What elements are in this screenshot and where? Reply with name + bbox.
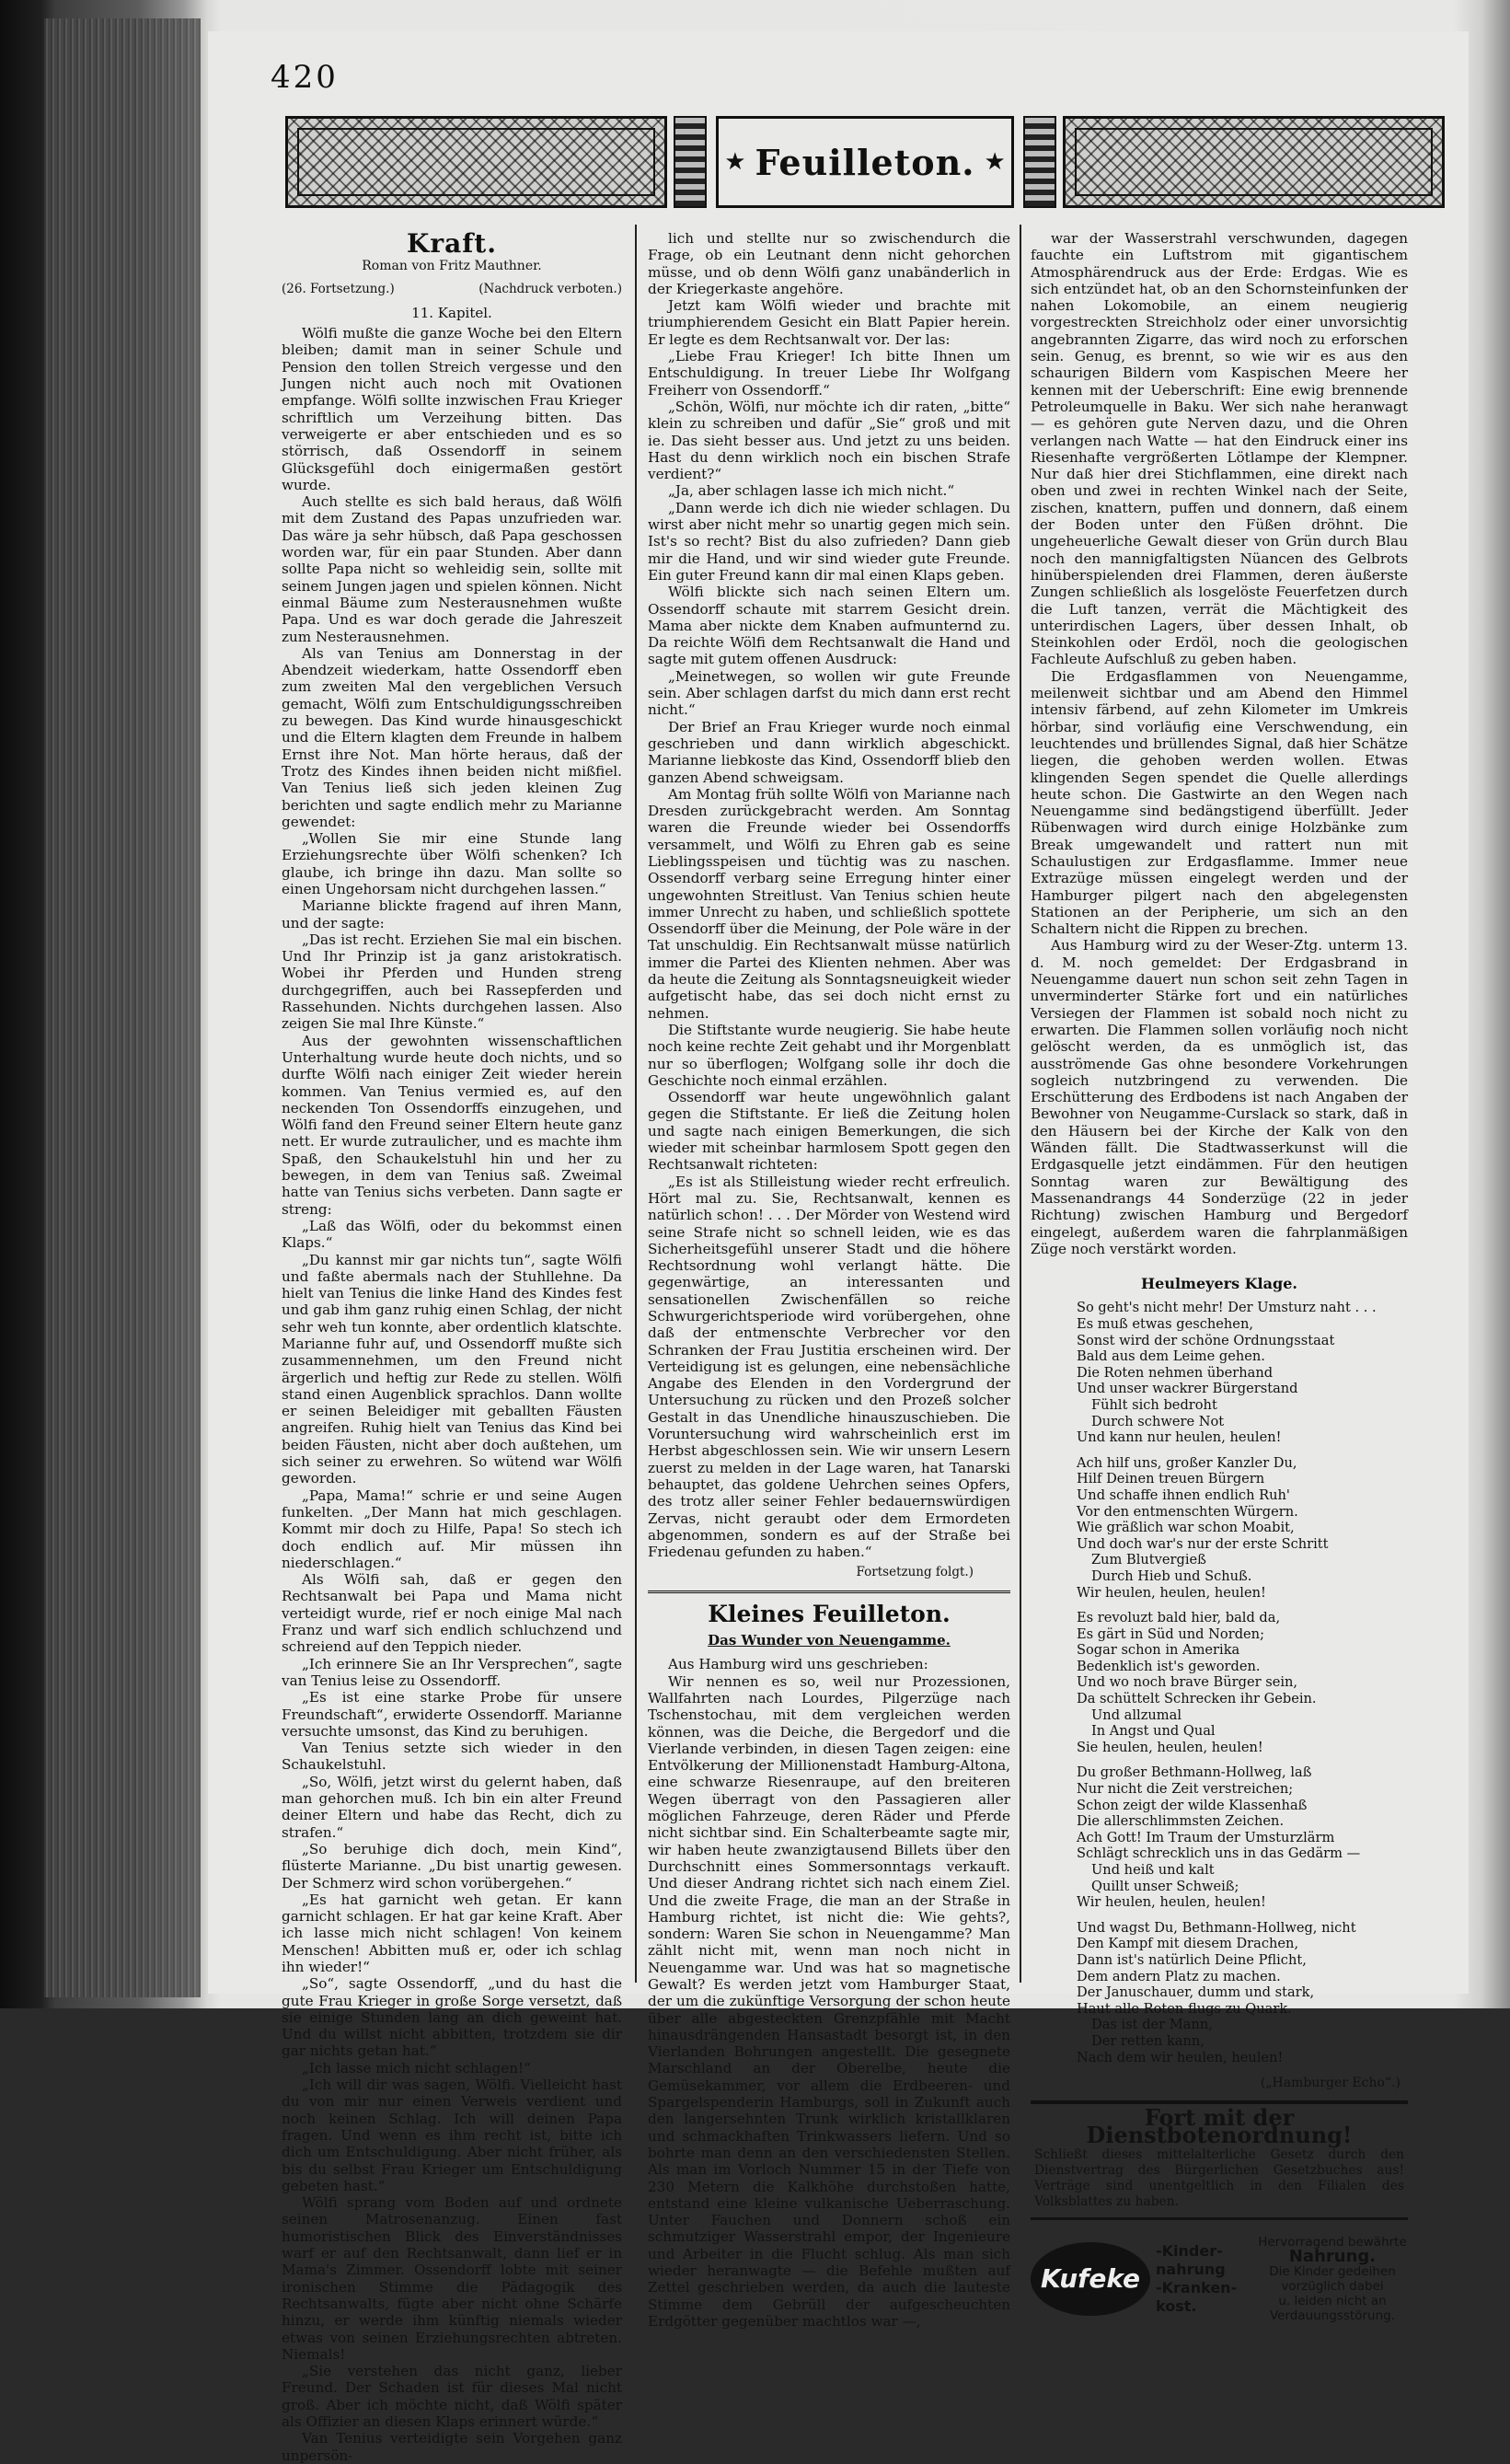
paragraph: Als van Tenius am Donnerstag in der Abendzeit wiederkam, hatte Ossendorff eben zum zweiten Mal den vergeblichen Versuch gemacht, Wölfi zum Entschuldigungsschreiben zu bewegen. Das Kind wurde hinausgeschickt und die Eltern klagten dem Freunde in halbem Ernst ihre Not. Man hörte heraus, daß der Trotz des Kindes ihnen beiden nicht mißfiel. Van Tenius ließ sich jeden kleinen Zug berichten und sagte endlich mehr zu Marianne gewendet: [282,644,622,830]
poem-stanza [1077,1300,1408,1445]
paragraph: Der Brief an Frau Krieger wurde noch einmal geschrieben und dann wirklich abgeschickt. Marianne liebkoste das Kind, Ossendorff blieb den ganzen Abend schweigsam. [648,718,1010,786]
poem-line: Sogar schon in Amerika [1077,1642,1240,1659]
paragraph: „Ich will dir was sagen, Wölfi. Vielleicht hast du von mir nur einen Verweis verdient und noch keinen Schlag. Ich will deinen Papa fragen. Und wenn es ihm recht ist, bitte ich dich um Entschuldigung. Aber nicht früher, als bis du selbst Frau Krieger um Entschuldigung gebeten hast.“ [282,2076,622,2194]
story-meta [282,281,622,297]
article-intro: Aus Hamburg wird uns geschrieben: [668,1656,928,1673]
paragraph: lich und stellte nur so zwischendurch die Frage, ob ein Leutnant denn nicht gehorchen müsse, und ob denn Wölfi ganz unabänderlich in der Kriegerkaste angehöre. [648,230,1010,297]
poem-line: Und heiß und kalt [1091,1862,1215,1878]
section-title: Feuilleton. [755,141,975,183]
ad-line: -Kinder- [1156,2242,1223,2261]
paragraph: „Meinetwegen, so wollen wir gute Freunde sein. Aber schlagen darfst du mich dann erst recht nicht.“ [648,667,1010,719]
paragraph: „Es ist als Stilleistung wieder recht erfreulich. Hört mal zu. Sie, Rechtsanwalt, kennen es natürlich schon! . . . Der Mörder von Westend wird seine Strafe nicht so schnell leiden, wie es das Sicherheitsgefühl unserer Stadt und die höhere Rechtsordnung wohl verlangt hätte. Die gegenwärtige, an interessanten und sensationellen Zwischenfällen so reiche Schwurgerichtsperiode wird vorübergehen, ohne daß der entmenschte Verbrecher vor den Schranken der Frau Justitia erscheinen wird. Der Verteidigung ist es gelungen, eine nebensächliche Angabe des Elenden in den Vordergrund der Untersuchung zu rücken und den Prozeß solcher Gestalt in das Unendliche hinauszuschieben. Die Voruntersuchung wird wahrscheinlich erst im Herbst abgeschlossen sein. Wie wir unsern Lesern zuerst zu melden in der Lage waren, hat Tanarski behauptet, das goldene Uehrchen seines Opfers, des trotz aller seiner Fehler bedauernswürdigen Zervas, nicht geraubt oder dem Ermordeten abgenommen, sondern es auf der Straße bei Friedenau gefunden zu haben.“ [648,1173,1010,1561]
paragraph: „Es ist eine starke Probe für unsere Freundschaft“, erwiderte Ossendorff. Marianne versuchte umsonst, das Kind zu beruhigen. [282,1689,622,1740]
poem-line: Es muß etwas geschehen, [1077,1316,1253,1332]
poem-line: Zum Blutvergieß [1091,1552,1206,1568]
paragraph: „Es hat garnicht weh getan. Er kann garnicht schlagen. Er hat gar keine Kraft. Aber ich lasse mich nicht schlagen! Von keinem Menschen! Abbitten muß er, oder ich schlag ihn wieder!“ [282,1891,622,1975]
poem-line: Quillt unser Schweiß; [1091,1878,1239,1894]
ad-text: Schließt dieses mittelalterliche Gesetz durch den Dienstvertrag des Bürgerlichen Gesetzbuches aus! Verträge sind unentgeltlich in den Filialen des Volksblattes zu haben. [1034,2147,1404,2210]
section-divider [648,1591,1010,1593]
poem-line: Nach dem wir heulen, heulen! [1077,2049,1284,2065]
poem-line: Sonst wird der schöne Ordnungsstaat [1077,1332,1335,1348]
column-3 [1031,230,1408,2324]
ad-claim [1257,2235,1408,2323]
poem-line: Den Kampf mit diesem Drachen, [1077,1936,1299,1952]
paragraph: Wölfi blickte sich nach seinen Eltern um. Ossendorff schaute mit starrem Gesicht drein. Mama aber nickte dem Knaben aufmunternd zu. Da reichte Wölfi dem Rechtsanwalt die Hand und sagte mit gutem offenen Ausdruck: [648,584,1010,668]
poem-line: Du großer Bethmann-Hollweg, laß [1077,1764,1312,1781]
poem-line: Und schaffe ihnen endlich Ruh' [1077,1486,1290,1503]
advertisement-dienstboten [1031,2100,1408,2220]
newspaper-page [208,31,1469,2464]
paragraph: Ossendorff war heute ungewöhnlich galant gegen die Stiftstante. Er ließ die Zeitung holen und sagte nach einigen Bemerkungen, die sich wieder mit scheinbar harmlosem Spott gegen den Rechtsanwalt richteten: [648,1089,1010,1174]
poem-source: („Hamburger Echo“.) [1260,2076,1400,2091]
paragraph: „Du kannst mir gar nichts tun“, sagte Wölfi und faßte abermals nach der Stuhllehne. Da hielt van Tenius die linke Hand des Kindes fest und gab ihm ganz ruhig einen Schlag, der nicht sehr weh tun konnte, aber ordentlich klatschte. Marianne fuhr auf, und Ossendorff mußte sich zusammennehmen, um den Freund nicht ärgerlich und heftig zur Rede zu stellen. Wölfi stand einen Augenblick sprachlos. Dann wollte er seinen Beleidiger mit geballten Fäusten angreifen. Ruhig hielt van Tenius das Kind bei beiden Fäusten, nicht aber doch außtehen, um sich seiner zu erwehren. So wütend war Wölfi geworden. [282,1251,622,1487]
paragraph: „Sie verstehen das nicht ganz, lieber Freund. Der Schaden ist für dieses Mal nicht groß. Aber ich möchte nicht, daß Wölfi später als Offizier an diesen Klaps erinnert würde.“ [282,2363,622,2430]
paragraph: „So“, sagte Ossendorff, „und du hast die gute Frau Krieger in große Sorge versetzt, daß sie einige Stunden lang an dich geweint hat. Und du willst nicht abbitten, trotzdem sie dir gar nichts getan hat.“ [282,1975,622,2060]
ad-claim-line: Hervorragend bewährte [1258,2235,1407,2250]
continuation-note: Fortsetzung folgt.) [856,1565,974,1580]
poem-stanza [1077,1455,1408,1601]
paragraph: „Ja, aber schlagen lasse ich mich nicht.“ [668,482,955,500]
paragraph: Auch stellte es sich bald heraus, daß Wölfi mit dem Zustand des Papas unzufrieden war. Das wäre ja sehr hübsch, daß Papa geschossen worden war, für ein paar Stunden. Aber dann sollte Papa nicht so wehleidig sein, sollte mit seinem Jungen jagen und spielen können. Nicht einmal Bäume zum Nesterausnehmen wußte Papa. Und es war doch gerade die Jahreszeit zum Nesterausnehmen. [282,493,622,645]
poem-line: Und unser wackrer Bürgerstand [1077,1381,1298,1397]
column-2 [648,230,1010,2330]
column-rule [1020,225,1021,1983]
paragraph: Aus der gewohnten wissenschaftlichen Unterhaltung wurde heute doch nichts, und so durfte Wölfi nach einiger Zeit wieder herein kommen. Van Tenius vermied es, auf den neckenden Ton Ossendorffs einzugehen, und Wölfi fand den Freund seiner Eltern heute ganz nett. Er wurde zutraulicher, und es machte ihm Spaß, den Schaukelstuhl hin und her zu bewegen, in dem van Tenius saß. Zweimal hatte van Tenius sichs verbeten. Dann sagte er streng: [282,1032,622,1218]
poem-line: Und doch war's nur der erste Schritt [1077,1535,1329,1552]
article-subtitle: Das Wunder von Neuengamme. [708,1632,951,1649]
paragraph: „Ich erinnere Sie an Ihr Versprechen“, sagte van Tenius leise zu Ossendorff. [282,1655,622,1689]
story-byline: Roman von Fritz Mauthner. [362,259,542,274]
paragraph: Die Stiftstante wurde neugierig. Sie habe heute noch keine rechte Zeit gehabt und ihr Morgenblatt nur so überflogen; Wolfgang solle ihr doch die Geschichte noch einmal erzählen. [648,1021,1010,1089]
ad-claim-line: Die Kinder gedeihen vorzüglich dabei [1269,2264,1396,2295]
paragraph: „So, Wölfi, jetzt wirst du gelernt haben, daß man gehorchen muß. Ich bin ein alter Freund deiner Eltern und habe das Recht, dich zu strafen.“ [282,1773,622,1841]
paragraph: Wölfi sprang vom Boden auf und ordnete seinen Matrosenanzug. Einen fast humoristischen Blick des Einverständnisses warf er auf den Rechtsanwalt, dann lief er in Mama's Zimmer. Ossendorff lobte mit seiner ironischen Stimme die Pädagogik des Rechtsanwalts, fügte aber nicht ohne Schärfe hinzu, er werde ihm künftig niemals wieder etwas von seinen Erziehungsrechten abtreten. Niemals! [282,2194,622,2363]
poem-line: Schon zeigt der wilde Klassenhaß [1077,1797,1308,1813]
paragraph: Jetzt kam Wölfi wieder und brachte mit triumphierendem Gesicht ein Blatt Papier herein. Er legte es dem Rechtsanwalt vor. Der las: [648,297,1010,348]
installment-note: (26. Fortsetzung.) [282,281,395,296]
poem-line: Es revoluzt bald hier, bald da, [1077,1610,1281,1626]
poem-line: Da schüttelt Schrecken ihr Gebein. [1077,1691,1317,1707]
poem-line: Durch Hieb und Schuß. [1091,1567,1252,1584]
article-body [648,1673,1010,2331]
poem-line: Vor den entmenschten Würgern. [1077,1503,1298,1520]
paragraph: „Dann werde ich dich nie wieder schlagen. Du wirst aber nicht mehr so unartig gegen mich sein. Ist's so recht? Bist du also zufrieden? Dann gieb mir die Hand, und wir sind wieder gute Freunde. Ein guter Freund kann dir mal einen Klaps geben. [648,499,1010,584]
poem-line: Bedenklich ist's geworden. [1077,1658,1261,1674]
paragraph: Am Montag früh sollte Wölfi von Marianne nach Dresden zurückgebracht werden. Am Sonntag waren die Freunde wieder bei Ossendorffs versammelt, und Wölfi zu Ehren gab es seine Lieblingsspeisen und tüchtig was zu naschen. Ossendorff verbarg seine Erregung hinter einer ungewohnten Streitlust. Van Tenius schien heute immer Unrecht zu haben, und schließlich spottete Ossendorff über die Meinung, der Pole wäre in der Tat unschuldig. Ein Rechtsanwalt müsse natürlich immer die Partei des Klienten nehmen. Aber was da heute die Zeitung als Sonntagsneuigkeit wieder aufgetischt habe, das sei doch nicht ernst zu nehmen. [648,785,1010,1022]
poem-line: Dem andern Platz zu machen. [1077,1968,1281,1984]
paragraph: Wölfi mußte die ganze Woche bei den Eltern bleiben; damit man in seiner Schule und Pension den tollen Streich vergesse und den Jungen nicht auch noch mit Ovationen empfange. Wölfi sollte inzwischen Frau Krieger schriftlich um Verzeihung bitten. Das verweigerte er aber entschieden und es so störrisch, daß Ossendorff in seinem Glücksgefühl doch einigermaßen gestört wurde. [282,325,622,493]
poem-line: Sie heulen, heulen, heulen! [1077,1739,1263,1755]
poem-line: Die Roten nehmen überhand [1077,1364,1274,1381]
paragraph: „Ich lasse mich nicht schlagen!“ [302,2059,531,2076]
poem-line: Ach hilf uns, großer Kanzler Du, [1077,1454,1297,1471]
poem-line: Und wagst Du, Bethmann-Hollweg, nicht [1077,1919,1356,1936]
ad-claim-line: Nahrung. [1288,2247,1377,2267]
poem-line: Der retten kann, [1091,2032,1205,2049]
article-body-col3 [1031,230,1408,1257]
poem-line: Das ist der Mann, [1091,2017,1213,2033]
poem-line: Und kann nur heulen, heulen! [1077,1429,1282,1446]
paragraph: Wir nennen es so, weil nur Prozessionen, Wallfahrten nach Lourdes, Pilgerzüge nach Tschenstochau, mit dem vergleichen werden können, was die Deiche, die Bergedorf und die Vierlande verbinden, in diesen Tagen zeigen: eine Entvölkerung der Millionenstadt Hamburg-Altona, eine schwarze Riesenraupe, auf den breiteren Wegen überragt von den Passagieren aller möglichen Fahrzeuge, deren Räder und Pferde nicht sichtbar sind. Ein Schalterbeamte sagte mir, wir haben heute zwanzigtausend Billets über den Durchschnitt eines Sommersonntags verkauft. Und dieser Andrang richtet sich nach einem Ziel. Und die zweite Frage, die man an der Straße in Hamburg richtet, ist nicht die: Wie gehts?, sondern: Waren Sie schon in Neuengamme? Man zählt nicht mit, wenn man noch nicht in Neuengamme war. Und was hat so magnetische Gewalt? Es werden jetzt vom Hamburger Staat, der um die zukünftige Versorgung der schon heute über alle abgesteckten Grenzpfähle mit Macht hinausdrängenden Hansastadt besorgt ist, in den Vierlanden Bohrungen angestellt. Die gesegnete Marschland an der Oberelbe, heute die Gemüsekammer, vor allem die Erdbeeren- und Spargelspenderin Hamburgs, soll in Zukunft auch den langersehnten Trunk wirklich kristallklaren und schmackhaften Trinkwassers liefern. Und so bohrte man denn an den verschiedensten Stellen. Als man im Vorloch Nummer 15 in der Tiefe von 230 Metern die Kalkhöhe durchstoßen hatte, entstand eine kleine vulkanische Ueberraschung. Unter Fauchen und Donnern schoß ein schmutziger Wasserstrahl empor, der Ingenieure und Arbeiter in die Flucht schlug. Als man sich wieder heranwagte — die Befehle mußten auf Zettel geschrieben werden, da auch die lauteste Stimme dem Gebrüll der aufgescheuchten Erdgötter gegenüber machtlos war —, [648,1672,1010,2330]
poem-line: Und wo noch brave Bürger sein, [1077,1674,1298,1691]
paragraph: „So beruhige dich doch, mein Kind“, flüsterte Marianne. „Du bist unartig gewesen. Der Schmerz wird schon vorübergehen.“ [282,1840,622,1891]
poem-line: Es gärt in Süd und Norden; [1077,1625,1264,1642]
kleines-feuilleton-title: Kleines Feuilleton. [708,1600,951,1627]
poem-line: Hilf Deinen treuen Bürgern [1077,1471,1265,1487]
ad-line: kost. [1156,2297,1197,2316]
paragraph: „Liebe Frau Krieger! Ich bitte Ihnen um Entschuldigung. In treuer Liebe Ihr Wolfgang Freiherr von Ossendorff.“ [648,348,1010,399]
paragraph: Marianne blickte fragend auf ihren Mann, und der sagte: [282,897,622,931]
paragraph: Aus Hamburg wird zu der Weser-Ztg. unterm 13. d. M. noch gemeldet: Der Erdgasbrand in Neuengamme dauert nun schon seit zehn Tagen in unverminderter Stärke fort und ein natürliches Versiegen der Flammen ist sobald noch nicht zu erwarten. Die Flammen sollen vorläufig noch nicht gelöscht werden, da es unmöglich ist, das ausströmende Gas ohne besondere Vorkehrungen sogleich nutzbringend zu verwenden. Die Erschütterung des Erdbodens ist nach Angaben der Bewohner von Neugamme-Curslack so stark, daß in den Häusern bei der Kirche der Kalk von den Wänden fällt. Die Stadtwasserkunst will die Erdgasquelle jetzt eindämmen. Für den heutigen Sonntag waren zur Bewältigung des Massenandrangs 44 Sonderzüge (22 in jeder Richtung) zwischen Hamburg und Bergedorf eingelegt, außerdem waren die fahrplanmäßigen Züge noch verstärkt worden. [1031,937,1408,1257]
paragraph: war der Wasserstrahl verschwunden, dagegen fauchte ein Luftstrom mit gigantischem Atmosphärendruck aus der Erde: Erdgas. Wie es sich entzündet hat, ob an den Schornsteinfunken der nahen Lokomobile, an einem neugierig vorgestreckten Streichholz oder einer unvorsichtig angebrannten Zigarre, das wird noch zu erforschen sein. Genug, es brennt, so wie wir es aus den schaurigen Bildern vom Kaspischen Meere her kennen mit der Ueberschrift: Eine ewig brennende Petroleumquelle in Baku. Wer sich nahe heranwagt — es gehören gute Nerven dazu, und die Ohren verlangen nach Watte — hat den Eindruck einer ins Riesenhafte vergrößerten Lötlampe der Klempner. Nur daß hier drei Stichflammen, eine direkt nach oben und zwei in rechten Winkel nach der Seite, zischen, knattern, puffen und donnern, daß einem der Boden unter den Füßen dröhnt. Die ungeheuerliche Gewalt dieser von Grün durch Blau noch den mannigfaltigsten Nüancen des Gelbrots hinüberspielenden drei Flammen, deren äußerste Zungen schließlich als losgelöste Feuerfetzen durch die Luft tanzen, verrät die Mächtigkeit des unterirdischen Lagers, über dessen Inhalt, ob Steinkohlen oder Erdöl, noch die geologischen Fachleute Aufschluß zu geben haben. [1031,230,1408,668]
chapter-heading: 11. Kapitel. [411,304,492,321]
ornament-left [285,116,667,208]
poem-line: Wir heulen, heulen, heulen! [1077,1894,1266,1911]
poem-line: So geht's nicht mehr! Der Umsturz naht . . . [1077,1300,1377,1316]
story-title: Kraft. [407,228,497,259]
poem-line: Wir heulen, heulen, heulen! [1077,1584,1266,1601]
paragraph: Van Tenius verteidigte sein Vorgehen ganz unpersön- [282,2430,622,2464]
poem-stanza [1077,1764,1408,1910]
poem-line: In Angst und Qual [1091,1723,1216,1740]
story-body-col2 [648,230,1010,1560]
story-body-col1 [282,325,622,2464]
ornament-divider-right [1023,116,1056,208]
poem-stanza [1077,1610,1408,1755]
column-1 [282,228,622,2464]
feuilleton-header [285,116,1445,208]
ornament-right [1063,116,1445,208]
paragraph: „Papa, Mama!“ schrie er und seine Augen funkelten. „Der Mann hat mich geschlagen. Kommt mir doch zu Hilfe, Papa! So stech ich doch endlich auf. Mir müssen ihn niederschlagen.“ [282,1486,622,1571]
poem-line: Der Januschauer, dumm und stark, [1077,1984,1315,2001]
book-binding [44,18,201,1997]
ad-title: Fort mit der Dienstbotenordnung! [1086,2104,1353,2148]
rights-note: (Nachdruck verboten.) [478,281,622,296]
kufeke-logo: Kufeke [1031,2242,1150,2316]
section-title-box [716,116,1014,208]
ad-claim-line: u. leiden nicht an Verdauungsstörung. [1269,2294,1396,2324]
ad-line: -Kranken- [1156,2279,1238,2297]
star-icon: ★ [724,148,746,176]
advertisement-kufeke [1031,2229,1408,2329]
paragraph: „Laß das Wölfi, oder du bekommst einen Klaps.“ [282,1217,622,1252]
paragraph: Als Wölfi sah, daß er gegen den Rechtsanwalt bei Papa und Mama nicht verteidigt wurde, rief er noch einige Mal nach Franz und warf sich endlich schluchzend und schreiend auf den Teppich nieder. [282,1571,622,1656]
poem-line: Die allerschlimmsten Zeichen. [1077,1813,1285,1830]
ad-product [1156,2242,1257,2316]
poem-body [1031,1300,1408,2065]
paragraph: Die Erdgasflammen von Neuengamme, meilenweit sichtbar und am Abend den Himmel intensiv färbend, auf zehn Kilometer im Umkreis hörbar, sind vorläufig eine Verschwendung, ein leuchtendes und brüllendes Signal, daß hier Schätze liegen, die gehoben werden wollen. Etwas klingenden Segen spendet die Quelle allerdings heute schon. Die Gastwirte an den Wegen nach Neuengamme sind bedängstigend überfüllt. Jeder Rübenwagen wird durch einige Holzbänke zum Break umgewandelt und rattert nun mit Schaulustigen zur Erdgasflamme. Immer neue Extrazüge müssen eingelegt werden und der Hamburger pilgert nach den abgelegensten Stationen an der Peripherie, um sich an den Schaltern nicht die Rippen zu brechen. [1031,667,1408,938]
poem-line: Bald aus dem Leime gehen. [1077,1348,1265,1365]
poem-line: Schlägt schrecklich uns in das Gedärm — [1077,1845,1361,1862]
paragraph: „Schön, Wölfi, nur möchte ich dir raten, „bitte“ klein zu schreiben und dafür „Sie“ groß und mit ie. Das sieht besser aus. Und jetzt zu uns beiden. Hast du denn wirklich noch ein bischen Strafe verdient?“ [648,398,1010,483]
star-icon: ★ [984,148,1006,176]
page-number: 420 [271,59,339,96]
paragraph: „Das ist recht. Erziehen Sie mal ein bischen. Und Ihr Prinzip ist ja ganz aristokratisch. Wobei ihr Pferden und Hunden streng durchgegriffen, auch bei Rassepferden und Rassehunden. Nichts durchgehen lassen. Also zeigen Sie mal Ihre Künste.“ [282,931,622,1033]
poem-line: Und allzumal [1091,1706,1182,1723]
poem-line: Durch schwere Not [1091,1413,1225,1429]
poem-line: Ach Gott! Im Traum der Umsturzlärm [1077,1829,1335,1845]
poem-line: Fühlt sich bedroht [1091,1396,1217,1413]
ornament-divider-left [674,116,707,208]
poem-line: Wie gräßlich war schon Moabit, [1077,1520,1295,1536]
poem-line: Haut alle Roten flugs zu Quark. [1077,2000,1292,2017]
ad-line: nahrung [1156,2261,1226,2279]
column-rule [635,225,637,1983]
poem-line: Dann ist's natürlich Deine Pflicht, [1077,1951,1307,1968]
paragraph: Van Tenius setzte sich wieder in den Schaukelstuhl. [282,1740,622,1774]
poem-title: Heulmeyers Klage. [1141,1275,1297,1293]
poem-line: Nur nicht die Zeit verstreichen; [1077,1781,1294,1798]
poem-stanza [1077,1920,1408,2065]
paragraph: „Wollen Sie mir eine Stunde lang Erziehungsrechte über Wölfi schenken? Ich glaube, ich bringe ihn dazu. Man sollte so einen Ungehorsam nicht durchgehen lassen.“ [282,830,622,897]
